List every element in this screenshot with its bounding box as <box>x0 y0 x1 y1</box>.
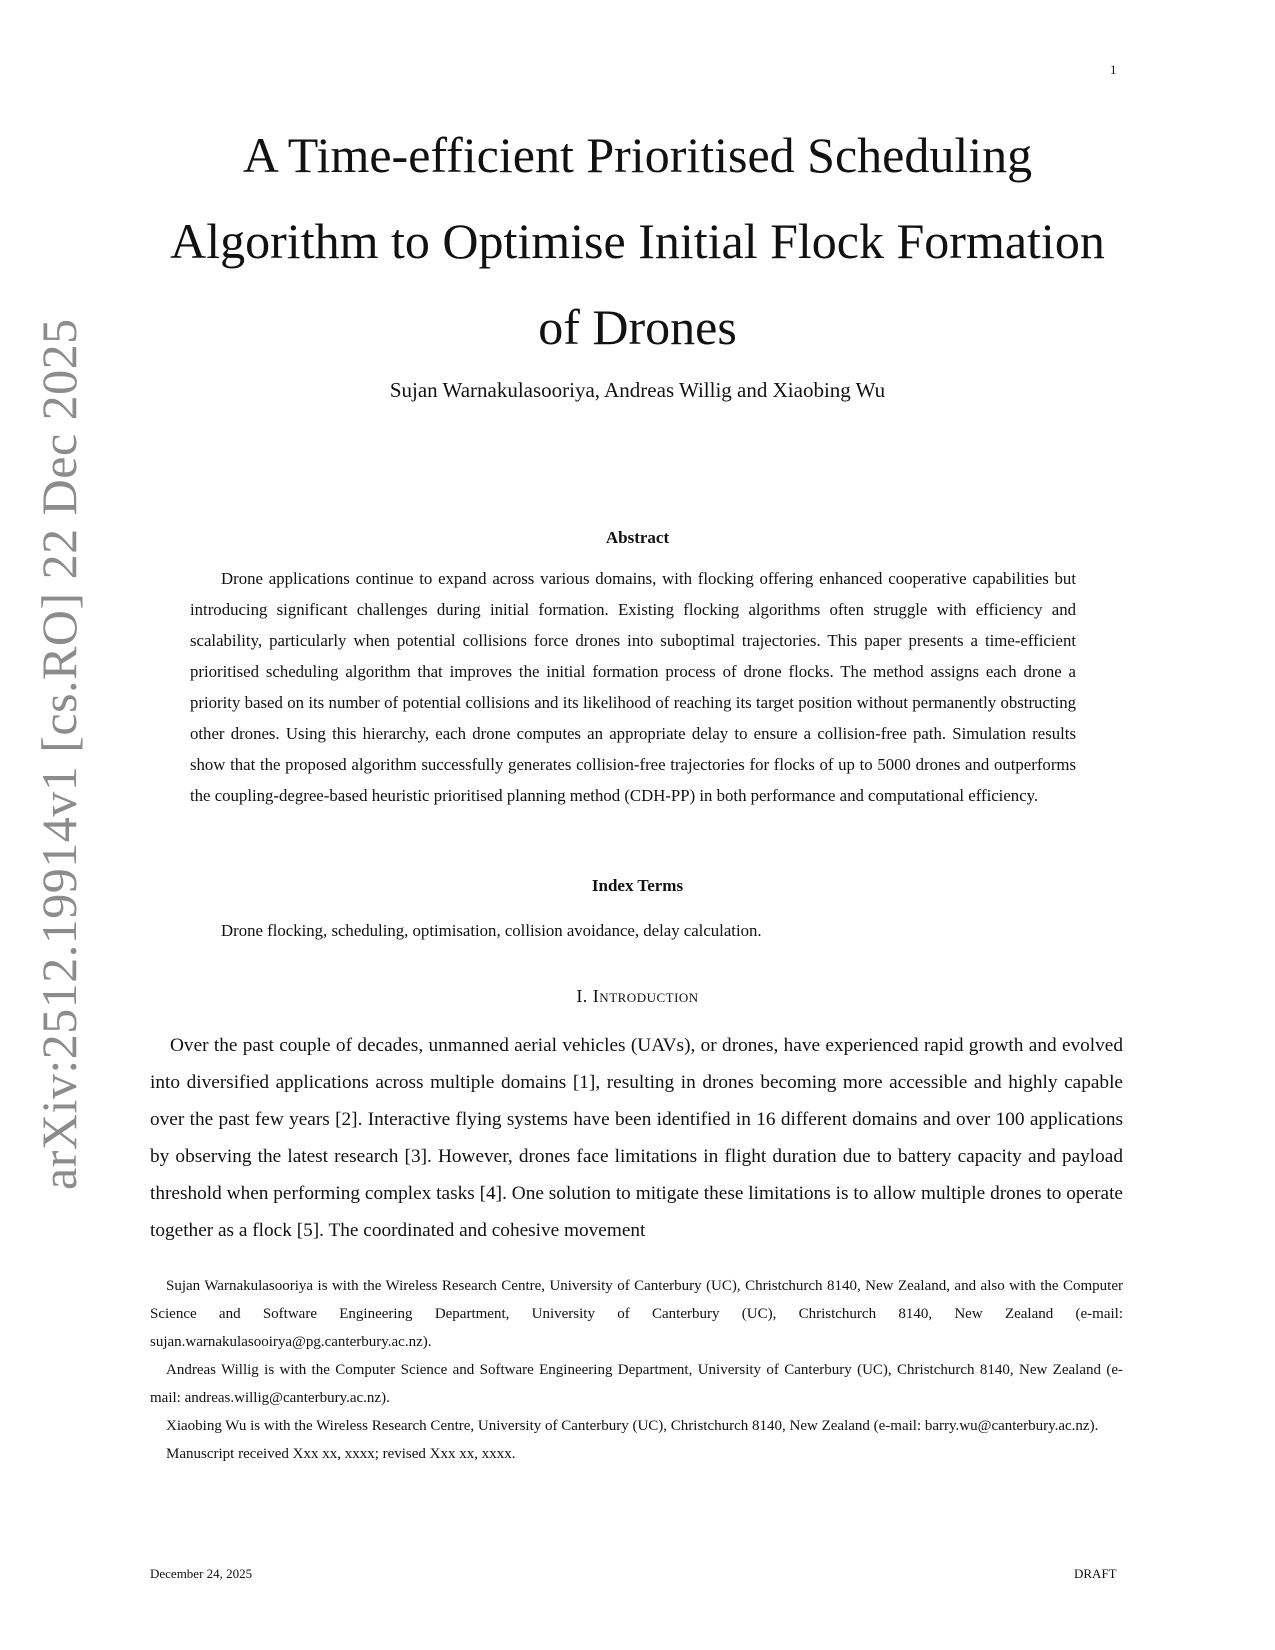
footer-date: December 24, 2025 <box>150 1566 253 1581</box>
paper-title <box>140 112 1135 370</box>
footnote: Xiaobing Wu is with the Wireless Research Centre, University of Canterbury (UC), Christchurch 8140, New Zealand (e-mail: barry.wu@canterbury.ac.nz). <box>166 1418 1099 1434</box>
abstract-heading: Abstract <box>605 528 670 547</box>
index-terms-text: Drone flocking, scheduling, optimisation, collision avoidance, delay calculation. <box>221 921 762 940</box>
title-line: of Drones <box>538 299 737 355</box>
footnote: Sujan Warnakulasooriya is with the Wireless Research Centre, University of Canterbury (UC), Christchurch 8140, New Zealand, and also with the Computer Science and Software Engineering Department, University of Canterbury (UC), Christchurch 8140, New Zealand (e-mail: sujan.warnakulasooirya@pg.canterbury.ac.nz). <box>150 1278 1123 1350</box>
footnote: Andreas Willig is with the Computer Science and Software Engineering Department, University of Canterbury (UC), Christchurch 8140, New Zealand (e-mail: andreas.willig@canterbury.ac.nz). <box>150 1362 1123 1406</box>
introduction-text: Over the past couple of decades, unmanned aerial vehicles (UAVs), or drones, have experienced rapid growth and evolved into diversified applications across multiple domains [1], resulting in drones becoming more accessible and highly capable over the past few years [2]. Interactive flying systems have been identified in 16 different domains and over 100 applications by observing the latest research [3]. However, drones face limitations in flight duration due to battery capacity and payload threshold when performing complex tasks [4]. One solution to mitigate these limitations is to allow multiple drones to operate together as a flock [5]. The coordinated and cohesive movement <box>150 1035 1123 1241</box>
arxiv-stamp: arXiv:2512.19914v1 [cs.RO] 22 Dec 2025 <box>31 318 87 1190</box>
author-footnotes <box>150 1272 1123 1468</box>
introduction-heading: I. Introduction <box>576 986 699 1006</box>
footer-status: DRAFT <box>1074 1566 1117 1581</box>
author-list: Sujan Warnakulasooriya, Andreas Willig and Xiaobing Wu <box>389 378 886 402</box>
abstract-text: Drone applications continue to expand across various domains, with flocking offering enhanced cooperative capabilities but introducing significant challenges during initial formation. Existing flocking algorithms often struggle with efficiency and scalability, particularly when potential collisions force drones into suboptimal trajectories. This paper presents a time-efficient prioritised scheduling algorithm that improves the initial formation process of drone flocks. The method assigns each drone a priority based on its number of potential collisions and its likelihood of reaching its target position without permanently obstructing other drones. Using this hierarchy, each drone computes an appropriate delay to ensure a collision-free path. Simulation results show that the proposed algorithm successfully generates collision-free trajectories for flocks of up to 5000 drones and outperforms the coupling-degree-based heuristic prioritised planning method (CDH-PP) in both performance and computational efficiency. <box>190 569 1076 805</box>
index-terms-heading: Index Terms <box>591 876 684 895</box>
footnote: Manuscript received Xxx xx, xxxx; revised Xxx xx, xxxx. <box>166 1446 516 1462</box>
title-line: Algorithm to Optimise Initial Flock Formation <box>170 213 1105 269</box>
page-number: 1 <box>1110 62 1117 77</box>
title-line: A Time-efficient Prioritised Scheduling <box>242 127 1033 183</box>
